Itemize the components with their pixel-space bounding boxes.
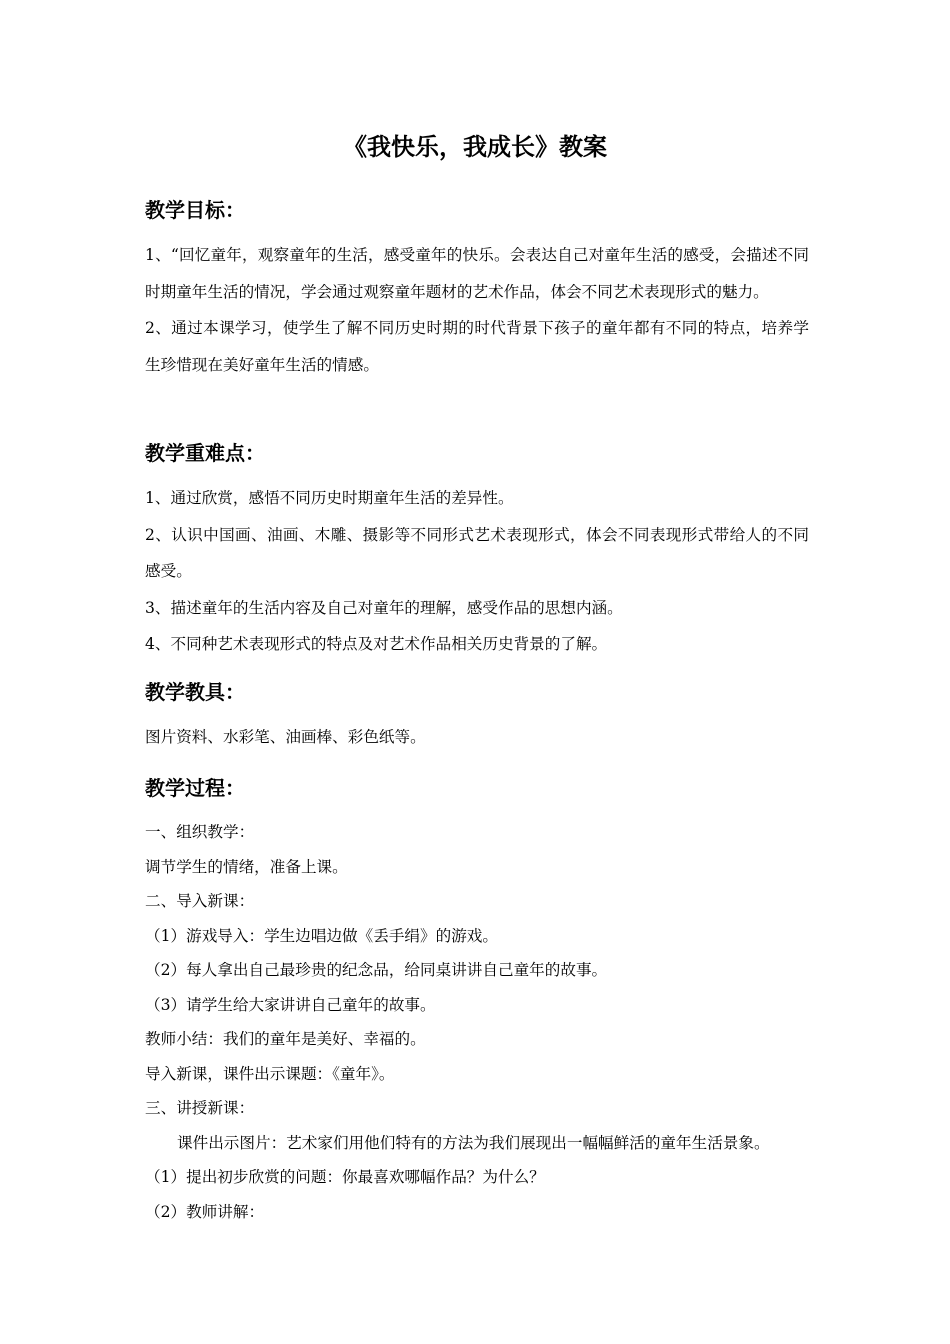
heading-objectives: 教学目标： <box>145 198 245 222</box>
process-item: （2）教师讲解： <box>145 1202 265 1221</box>
process-item: 一、组织教学： <box>145 823 255 841</box>
process-item: （3）请学生给大家讲讲自己童年的故事。 <box>145 995 436 1014</box>
key-point-item: 1、通过欣赏，感悟不同历史时期童年生活的差异性。 <box>145 489 514 507</box>
tools-list <box>145 719 809 756</box>
process-item: 调节学生的情绪，准备上课。 <box>145 857 348 876</box>
process-item: 三、讲授新课： <box>145 1099 255 1117</box>
process-item: （1）提出初步欣赏的问题：你最喜欢哪幅作品？为什么？ <box>145 1168 545 1186</box>
key-points-list <box>145 480 809 663</box>
process-item: 二、导入新课： <box>145 892 255 910</box>
objective-item: 2、通过本课学习，使学生了解不同历史时期的时代背景下孩子的童年都有不同的特点，培养学生珍惜现在美好童年生活的情感。 <box>145 319 809 374</box>
tools-item: 图片资料、水彩笔、油画棒、彩色纸等。 <box>145 728 426 746</box>
heading-key-points: 教学重难点： <box>145 441 265 465</box>
key-point-item: 4、不同种艺术表现形式的特点及对艺术作品相关历史背景的了解。 <box>145 635 608 653</box>
process-item: 课件出示图片：艺术家们用他们特有的方法为我们展现出一幅幅鲜活的童年生活景象。 <box>177 1133 770 1152</box>
heading-process: 教学过程： <box>145 776 245 800</box>
objectives-list <box>145 237 809 383</box>
process-item: 导入新课，课件出示课题：《童年》。 <box>145 1064 395 1083</box>
key-point-item: 2、认识中国画、油画、木雕、摄影等不同形式艺术表现形式，体会不同表现形式带给人的不同感受。 <box>145 525 809 580</box>
process-item: （1）游戏导入：学生边唱边做《丢手绢》的游戏。 <box>145 926 498 945</box>
heading-tools: 教学教具： <box>145 680 245 704</box>
key-point-item: 3、描述童年的生活内容及自己对童年的理解，感受作品的思想内涵。 <box>145 598 623 617</box>
document-title: 《我快乐，我成长》教案 <box>343 133 607 161</box>
process-item: （2）每人拿出自己最珍贵的纪念品，给同桌讲讲自己童年的故事。 <box>145 961 608 979</box>
objective-item: 1、“回忆童年，观察童年的生活，感受童年的快乐。会表达自己对童年生活的感受，会描述不同时期童年生活的情况，学会通过观察童年题材的艺术作品，体会不同艺术表现形式的魅力。 <box>145 246 809 301</box>
process-list <box>145 815 809 1229</box>
process-item: 教师小结：我们的童年是美好、幸福的。 <box>145 1030 426 1048</box>
